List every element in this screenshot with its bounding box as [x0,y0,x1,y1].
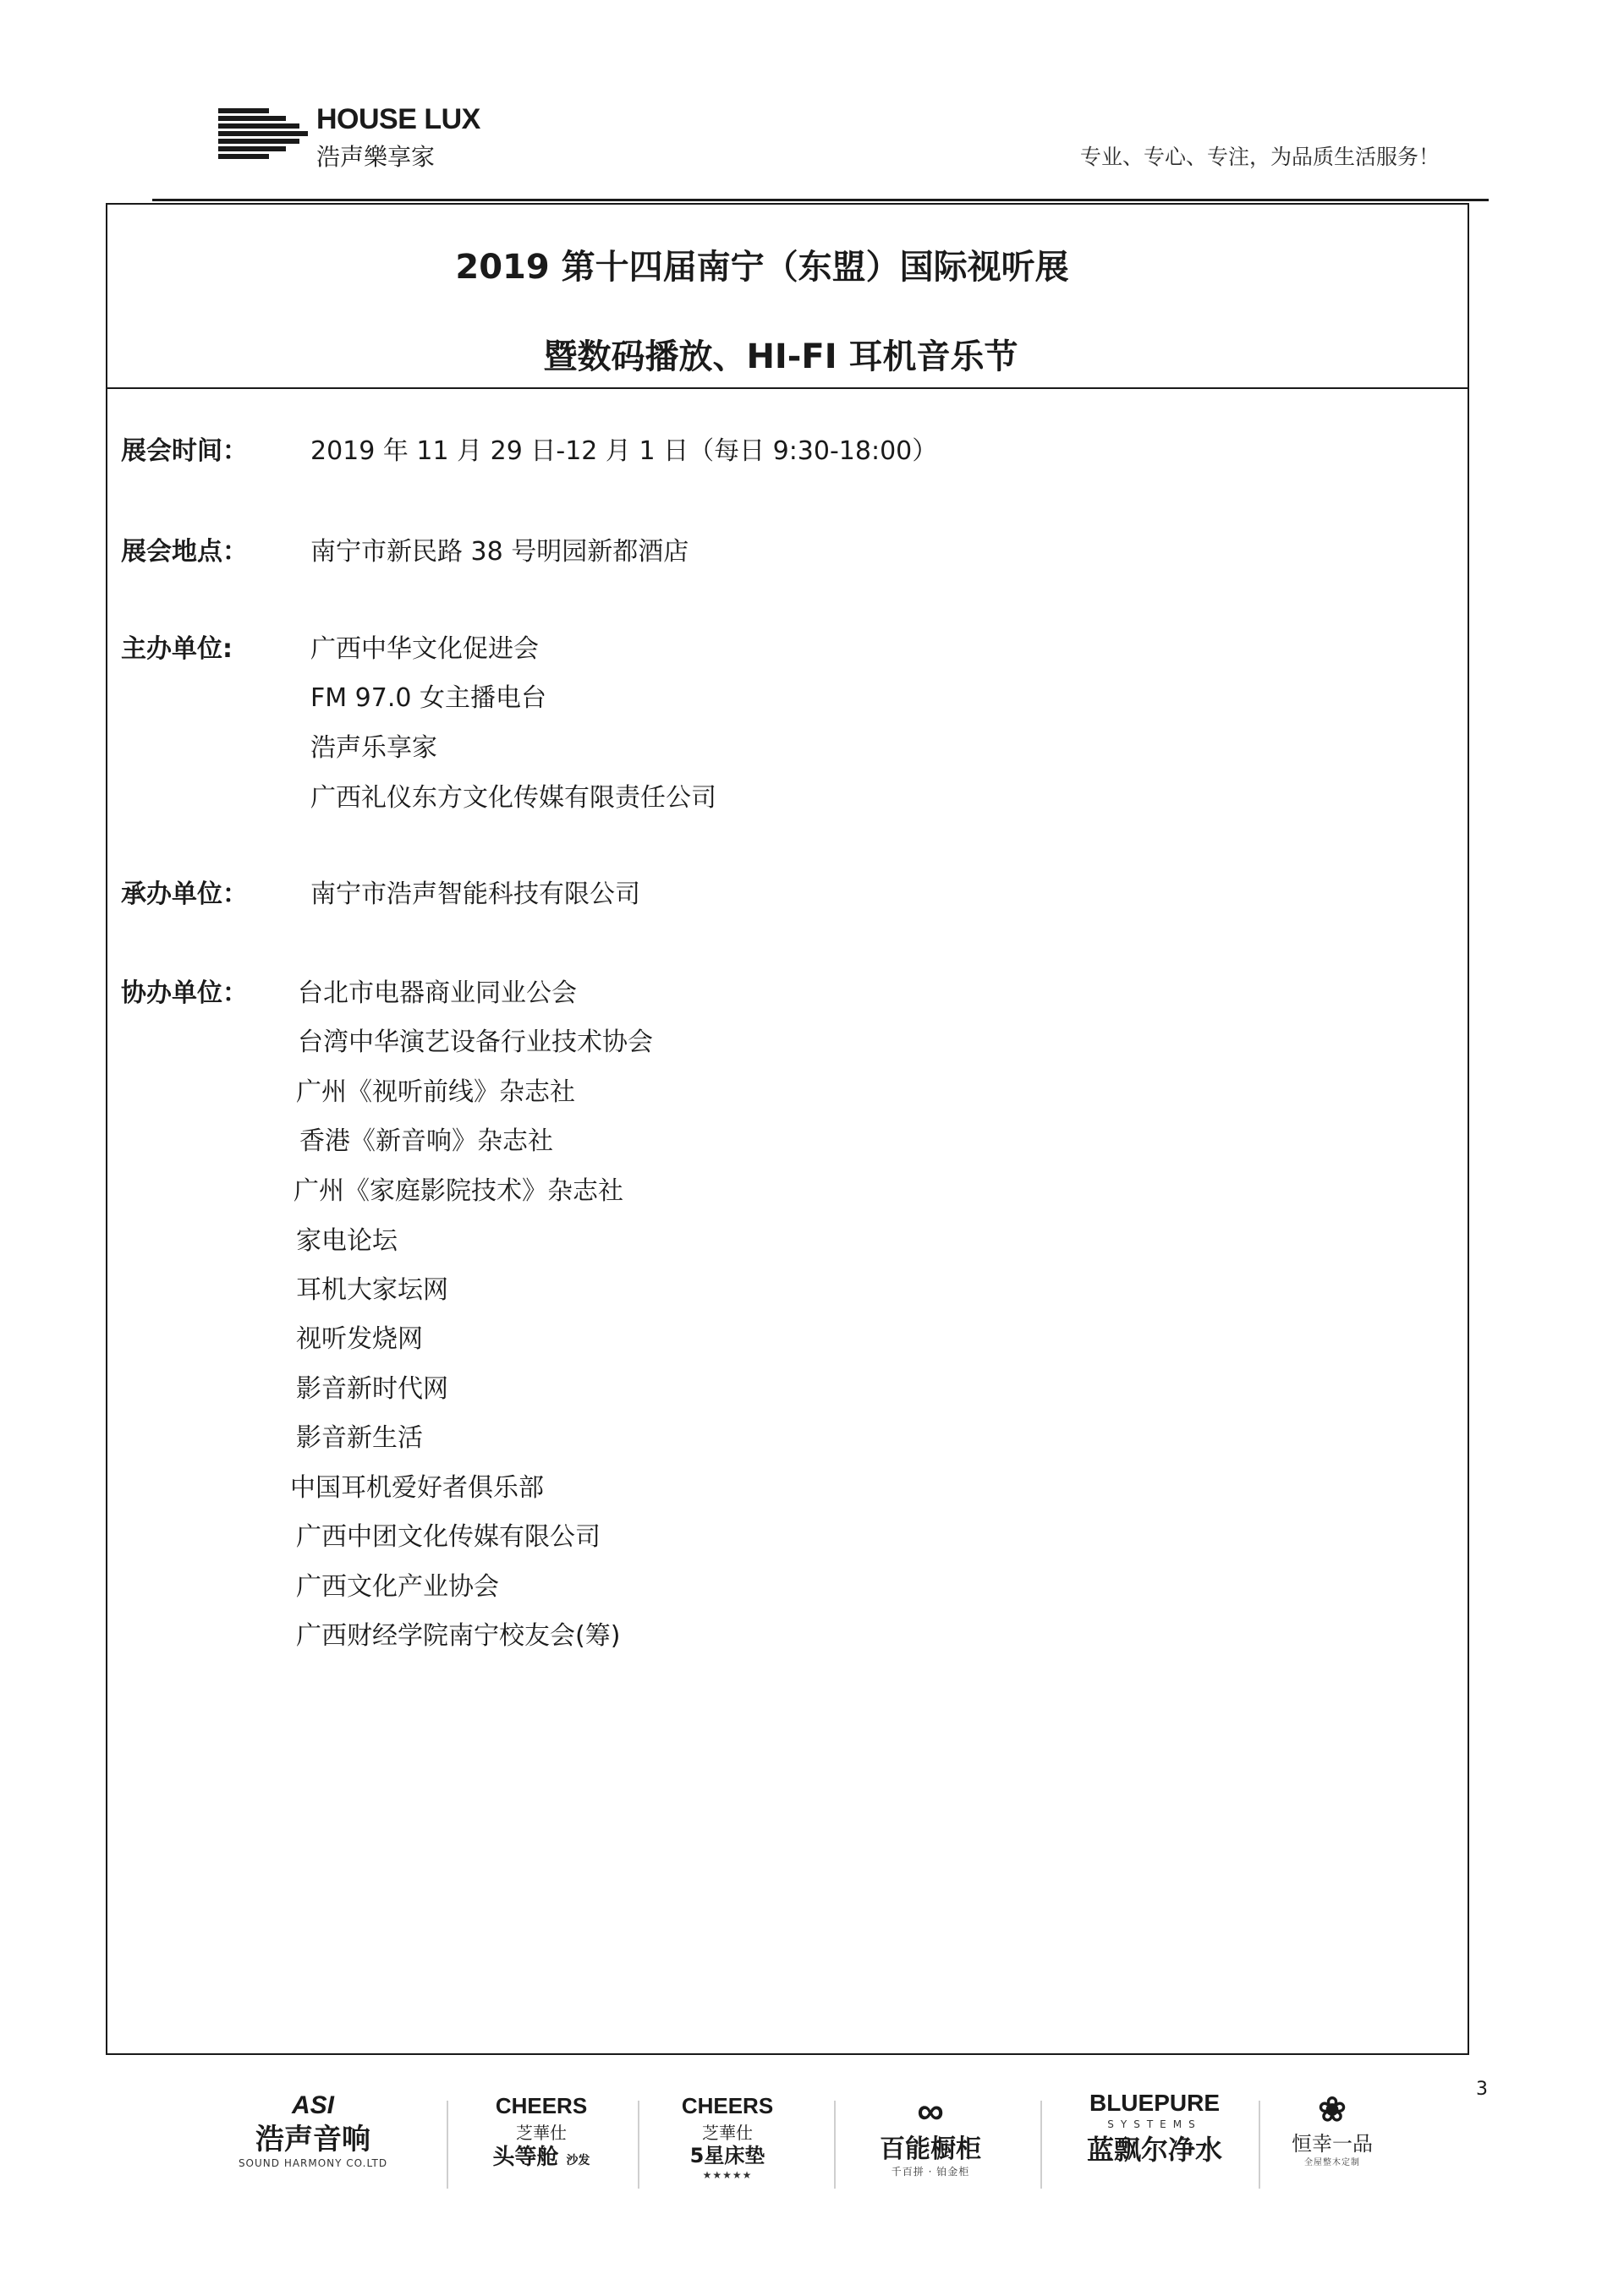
brand-sub: 千百拼 · 铂金柜 [891,2166,970,2178]
brand-name: 浩声音响 [255,2123,370,2156]
co-organizer-item: 香港《新音响》杂志社 [299,1126,553,1156]
title-line-1: 2019 第十四届南宁（东盟）国际视听展 [455,248,1069,287]
time-label: 展会时间： [121,436,248,466]
asi-icon: ASI [291,2091,334,2119]
brand-name: 蓝飘尔净水 [1086,2134,1222,2166]
host-item: 广西中华文化促进会 [310,634,539,664]
co-organizer-item: 广州《家庭影院技术》杂志社 [294,1176,623,1206]
co-organizer-item: 视听发烧网 [296,1324,423,1354]
host-label: 主办单位: [121,634,233,664]
brand-cn: 浩声樂享家 [316,143,436,171]
hengxing-emblem-icon: ❀ [1318,2091,1347,2129]
footer-separator [834,2101,836,2189]
bluepure-wordmark: BLUEPURE [1089,2090,1220,2116]
co-organizer-item: 广州《视听前线》杂志社 [296,1077,575,1107]
footer-separator [638,2101,639,2189]
organizer-label: 承办单位： [121,879,248,909]
brand-en: HOUSE LUX [316,103,480,135]
time-value: 2019 年 11 月 29 日-12 月 1 日（每日 9:30-18:00） [310,436,938,466]
brand-sub: 5星床垫 [689,2144,765,2167]
co-organizer-item: 广西财经学院南宁校友会(筹) [296,1621,621,1651]
footer-separator [447,2101,448,2189]
co-organizer-item: 家电论坛 [296,1226,398,1256]
host-item: FM 97.0 女主播电台 [310,683,547,713]
header-rule [152,199,1489,201]
slogan: 专业、专心、专注，为品质生活服务！ [1079,145,1440,169]
co-organizer-item: 耳机大家坛网 [296,1275,448,1305]
brand-sub: 头等舱 [492,2145,559,2170]
brand-name: 百能橱柜 [880,2134,981,2164]
co-organizer-item: 台湾中华演艺设备行业技术协会 [298,1027,653,1057]
place-label: 展会地点： [121,537,248,567]
brand-sub: SOUND HARMONY CO.LTD [238,2157,388,2169]
co-organizer-label: 协办单位： [121,978,248,1008]
page-number: 3 [1476,2079,1488,2100]
cheers-icon: CHEERS [495,2093,588,2118]
host-item: 广西礼仪东方文化传媒有限责任公司 [310,783,716,813]
footer-separator [1040,2101,1042,2189]
brand-name: 芝華仕 [516,2123,567,2143]
title-line-2: 暨数码播放、HI-FI 耳机音乐节 [543,337,1018,376]
co-organizer-item: 广西中团文化传媒有限公司 [296,1522,601,1552]
brand-name: 恒幸一品 [1292,2132,1373,2156]
co-organizer-item: 影音新时代网 [296,1374,448,1404]
footer-brand-strip [228,2089,1413,2216]
co-organizer-item: 广西文化产业协会 [296,1572,499,1602]
footer-separator [1259,2101,1260,2189]
brand-baineng-logo [863,2089,998,2199]
baineng-knot-icon: ∞ [917,2091,944,2132]
brand-cheers-sofa-logo [474,2089,609,2199]
brand-sub: SYSTEMS [1107,2118,1202,2130]
co-organizer-item: 台北市电器商业同业公会 [298,978,577,1008]
brand-name: 芝華仕 [702,2123,753,2143]
brand-sub: 全屋整木定制 [1304,2158,1360,2167]
brand-bluepure-logo [1066,2089,1243,2199]
co-organizer-item: 中国耳机爱好者俱乐部 [290,1473,544,1503]
brand-cheers-mattress-logo [668,2089,787,2199]
place-value: 南宁市新民路 38 号明园新都酒店 [310,537,689,567]
cheers-icon: CHEERS [681,2093,774,2118]
host-item: 浩声乐享家 [310,733,437,763]
brand-hengxing-logo [1277,2089,1387,2199]
organizer-value: 南宁市浩声智能科技有限公司 [310,879,640,909]
brand-sound-harmony-logo [228,2089,398,2199]
house-lux-stripes-icon [218,108,310,161]
co-organizer-item: 影音新生活 [296,1423,423,1453]
house-lux-logo [218,103,489,171]
title-box [107,205,1468,389]
brand-tag: 沙发 [566,2154,590,2167]
brand-stars: ★★★★★ [702,2169,753,2181]
